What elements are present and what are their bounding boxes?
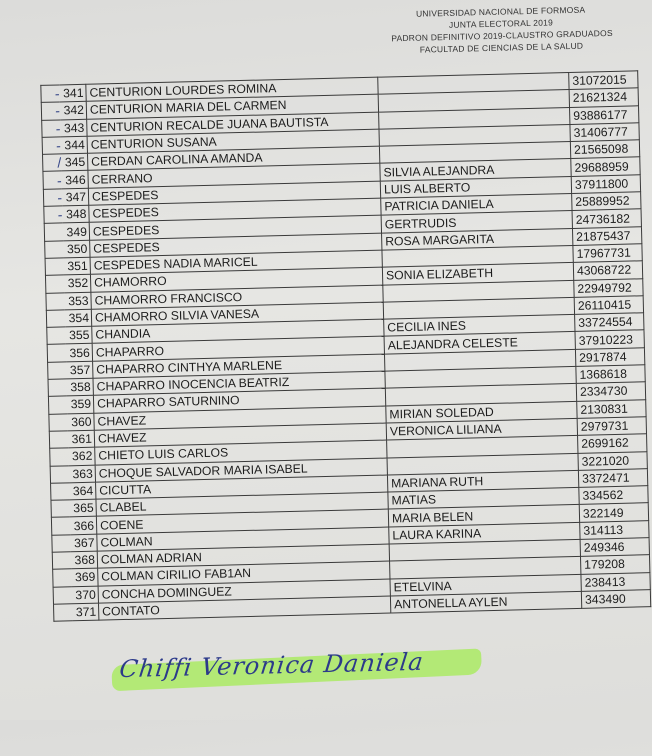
row-number: 351 xyxy=(64,257,91,275)
given-name-cell: ANTONELLA AYLEN xyxy=(390,591,581,613)
document-number-cell: 17967731 xyxy=(573,244,642,263)
check-mark xyxy=(45,241,64,259)
given-name-cell: SILVIA ALEJANDRA xyxy=(380,159,571,181)
surname-cell: CHAMORRO xyxy=(90,267,382,291)
check-mark xyxy=(45,258,64,276)
surname-cell: CHOQUE SALVADOR MARIA ISABEL xyxy=(95,458,387,482)
given-name-cell: GERTRUDIS xyxy=(381,211,572,233)
row-number: 370 xyxy=(72,586,99,604)
check-mark xyxy=(46,292,65,310)
document-number-cell: 238413 xyxy=(581,572,650,591)
surname-cell: CHAPARRO CINTHYA MARLENE xyxy=(93,354,385,378)
check-mark xyxy=(50,448,69,466)
university-name: UNIVERSIDAD NACIONAL DE FORMOSA xyxy=(415,4,586,19)
surname-cell: CONTATO xyxy=(98,596,390,620)
registry-title: PADRON DEFINITIVO 2019-CLAUSTRO GRADUADOS xyxy=(391,27,613,44)
surname-cell: CONCHA DOMINGUEZ xyxy=(98,579,390,603)
row-number: 357 xyxy=(66,361,93,379)
document-number-cell: 2917874 xyxy=(575,347,644,366)
row-number: 349 xyxy=(63,223,90,241)
row-number: 344 xyxy=(61,136,88,154)
row-number: 368 xyxy=(71,551,98,569)
surname-cell: CENTURION MARIA DEL CARMEN xyxy=(86,94,378,118)
voter-registry-table xyxy=(40,70,651,622)
electoral-board: JUNTA ELECTORAL 2019 xyxy=(448,17,554,30)
surname-cell: CENTURION LOURDES ROMINA xyxy=(86,77,378,101)
document-number-cell: 22949792 xyxy=(574,278,643,297)
check-mark: - xyxy=(43,171,62,189)
document-number-cell: 26110415 xyxy=(574,296,643,315)
document-number-cell: 25889952 xyxy=(572,192,641,211)
row-number: 356 xyxy=(66,344,93,362)
check-mark xyxy=(44,223,63,241)
document-number-cell: 37911800 xyxy=(571,175,640,194)
row-number: 343 xyxy=(60,119,87,137)
document-number-cell: 93886177 xyxy=(570,105,639,124)
row-number: 359 xyxy=(67,396,94,414)
given-name-cell: ROSA MARGARITA xyxy=(382,228,573,250)
surname-cell: CHAVEZ xyxy=(94,406,386,430)
row-number: 347 xyxy=(62,188,89,206)
row-number: 348 xyxy=(62,205,89,223)
document-header xyxy=(391,3,612,56)
row-number: 358 xyxy=(66,378,93,396)
row-number: 345 xyxy=(61,153,88,171)
document-number-cell: 21621324 xyxy=(569,88,638,107)
check-mark xyxy=(51,500,70,518)
check-mark xyxy=(53,569,72,587)
check-mark xyxy=(53,604,72,622)
surname-cell: CLABEL xyxy=(96,492,388,516)
row-number: 364 xyxy=(69,482,96,500)
document-number-cell: 2979731 xyxy=(577,417,646,436)
document-number-cell: 24736182 xyxy=(572,209,641,228)
check-mark: - xyxy=(42,137,61,155)
surname-cell: CHANDIA xyxy=(92,319,384,343)
document-number-cell: 43068722 xyxy=(573,261,642,280)
document-number-cell: 249346 xyxy=(580,538,649,557)
document-number-cell: 334562 xyxy=(579,486,648,505)
given-name-cell: MATIAS xyxy=(388,488,579,510)
surname-cell: CERDAN CAROLINA AMANDA xyxy=(87,146,379,170)
row-number: 354 xyxy=(65,309,92,327)
row-number: 360 xyxy=(67,413,94,431)
given-name-cell: CECILIA INES xyxy=(384,315,575,337)
document-number-cell: 179208 xyxy=(580,555,649,574)
surname-cell: COENE xyxy=(96,509,388,533)
row-number: 366 xyxy=(70,517,97,535)
row-number: 361 xyxy=(68,430,95,448)
surname-cell: CHAVEZ xyxy=(94,423,386,447)
given-name-cell: VERONICA LILIANA xyxy=(386,418,577,440)
check-mark: - xyxy=(41,102,60,120)
document-number-cell: 3372471 xyxy=(578,469,647,488)
surname-cell: CENTURION RECALDE JUANA BAUTISTA xyxy=(87,112,379,136)
document-number-cell: 2334730 xyxy=(576,382,645,401)
registry-rows xyxy=(41,71,651,622)
surname-cell: COLMAN ADRIAN xyxy=(97,544,389,568)
surname-cell: CHIETO LUIS CARLOS xyxy=(95,440,387,464)
document-number-cell: 33724554 xyxy=(575,313,644,332)
check-mark: - xyxy=(41,85,60,103)
document-number-cell: 3221020 xyxy=(578,451,647,470)
surname-cell: COLMAN CIRILIO FAB1AN xyxy=(98,561,390,585)
given-name-cell: LUIS ALBERTO xyxy=(380,176,571,198)
document-number-cell: 21565098 xyxy=(570,140,639,159)
check-mark xyxy=(49,431,68,449)
given-name-cell: ETELVINA xyxy=(390,574,581,596)
surname-cell: CHAPARRO xyxy=(92,337,384,361)
row-number: 371 xyxy=(72,603,99,621)
check-mark: - xyxy=(43,189,62,207)
given-name-cell: MARIA BELEN xyxy=(388,505,579,527)
given-name-cell: SONIA ELIZABETH xyxy=(382,263,573,285)
row-number: 362 xyxy=(68,447,95,465)
faculty-name: FACULTAD DE CIENCIAS DE LA SALUD xyxy=(419,40,584,55)
signature-text: Chiffi Veronica Daniela xyxy=(117,647,426,684)
check-mark xyxy=(47,327,66,345)
check-mark xyxy=(53,586,72,604)
handwritten-signature xyxy=(111,644,492,693)
row-number: 363 xyxy=(69,465,96,483)
document-number-cell: 2130831 xyxy=(577,399,646,418)
surname-cell: CICUTTA xyxy=(96,475,388,499)
row-number: 369 xyxy=(71,568,98,586)
document-number-cell: 1368618 xyxy=(576,365,645,384)
row-number: 367 xyxy=(70,534,97,552)
document-number-cell: 322149 xyxy=(579,503,648,522)
check-mark xyxy=(46,310,65,328)
document-number-cell: 314113 xyxy=(580,520,649,539)
document-number-cell: 31406777 xyxy=(570,123,639,142)
row-number: 355 xyxy=(65,326,92,344)
document-number-cell: 31072015 xyxy=(569,71,638,90)
surname-cell: CHAMORRO FRANCISCO xyxy=(91,285,383,309)
surname-cell: CERRANO xyxy=(88,164,380,188)
check-mark xyxy=(51,483,70,501)
row-number: 350 xyxy=(63,240,90,258)
row-number: 346 xyxy=(61,171,88,189)
check-mark: - xyxy=(42,120,61,138)
row-number: 342 xyxy=(60,102,87,120)
check-mark: - xyxy=(44,206,63,224)
check-mark xyxy=(48,379,67,397)
check-mark xyxy=(50,465,69,483)
document-number-cell: 37910223 xyxy=(575,330,644,349)
surname-cell: CESPEDES xyxy=(89,198,381,222)
surname-cell: CHAPARRO SATURNINO xyxy=(93,388,385,412)
check-mark xyxy=(47,344,66,362)
surname-cell: CESPEDES xyxy=(90,233,382,257)
document-number-cell: 21875437 xyxy=(572,226,641,245)
surname-cell: CHAPARRO INOCENCIA BEATRIZ xyxy=(93,371,385,395)
check-mark xyxy=(52,552,71,570)
check-mark xyxy=(52,535,71,553)
check-mark xyxy=(49,413,68,431)
surname-cell: CESPEDES NADIA MARICEL xyxy=(90,250,382,274)
given-name-cell: MARIANA RUTH xyxy=(387,470,578,492)
row-number: 352 xyxy=(64,275,91,293)
given-name-cell: LAURA KARINA xyxy=(389,522,580,544)
check-mark xyxy=(48,396,67,414)
check-mark xyxy=(45,275,64,293)
surname-cell: CESPEDES xyxy=(89,216,381,240)
surname-cell: CENTURION SUSANA xyxy=(87,129,379,153)
document-number-cell: 343490 xyxy=(581,590,650,609)
surname-cell: COLMAN xyxy=(97,527,389,551)
document-number-cell: 29688959 xyxy=(571,157,640,176)
given-name-cell: MIRIAN SOLEDAD xyxy=(386,401,577,423)
given-name-cell: ALEJANDRA CELESTE xyxy=(384,332,575,354)
row-number: 341 xyxy=(59,84,86,102)
check-mark: / xyxy=(43,154,62,172)
check-mark xyxy=(51,517,70,535)
surname-cell: CESPEDES xyxy=(88,181,380,205)
row-number: 353 xyxy=(64,292,91,310)
surname-cell: CHAMORRO SILVIA VANESA xyxy=(91,302,383,326)
given-name-cell: PATRICIA DANIELA xyxy=(381,194,572,216)
row-number: 365 xyxy=(69,499,96,517)
check-mark xyxy=(48,362,67,380)
document-number-cell: 2699162 xyxy=(578,434,647,453)
